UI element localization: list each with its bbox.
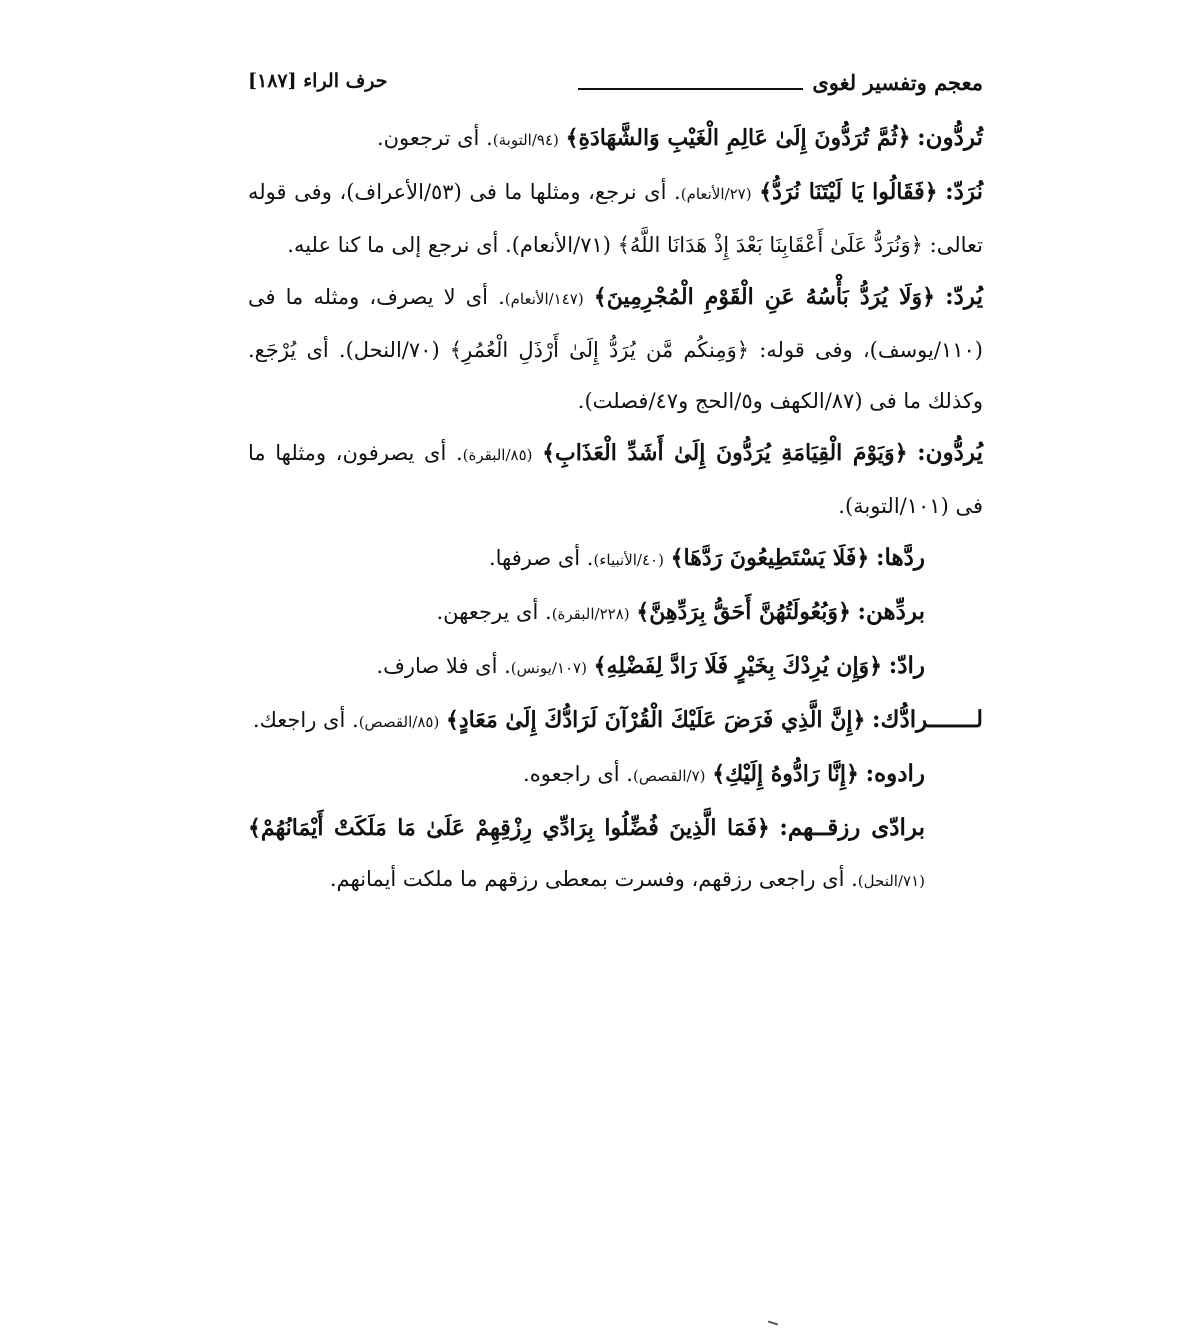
entry-headword: نُرَدّ: — [945, 178, 983, 205]
entry-headword: تُردُّون: — [917, 124, 983, 151]
header-rule — [578, 88, 803, 90]
entry-reference: (٨٥/القصص) — [358, 713, 440, 731]
section-page-number: حرف الراء [١٨٧] — [248, 70, 388, 92]
entry — [248, 532, 983, 586]
entry-reference: (٩٤/التوبة) — [492, 131, 559, 149]
entry-text: . أى لا يصرف، ومثله ما فى (١١٠/يوسف)، وفى قوله: ﴿وَمِنكُم مَّن يُرَدُّ إِلَىٰ أَرْذَلِ الْعُمُرِ﴾ (٧٠/النحل). أى يُرْجَع. وكذلك ما فى (٨٧/الكهف و٥/الحج و٤٧/فصلت). — [248, 285, 983, 413]
entry-reference: (٧/القصص) — [632, 767, 706, 785]
book-title: معجم وتفسير لغوى — [812, 70, 983, 95]
entry-reference: (٢٢٨/البقرة) — [551, 605, 630, 623]
entry-quote: ﴿وَيَوْمَ الْقِيَامَةِ يُرَدُّونَ إِلَىٰ أَشَدِّ الْعَذَابِ﴾ — [542, 440, 908, 466]
entry-reference: (١٤٧/الأنعام) — [504, 290, 584, 308]
entry-text: . أى راجعى رزقهم، وفسرت بمعطى رزقهم ما ملكت أيمانهم. — [329, 867, 858, 891]
entry-text: . أى نرجع، ومثلها ما فى (٥٣/الأعراف)، وفى قوله تعالى: ﴿وَنُرَدُّ عَلَىٰ أَعْقَابِنَا بَعْدَ إِذْ هَدَانَا اللَّهُ﴾ (٧١/الأنعام). أى نرجع إلى ما كنا عليه. — [248, 180, 983, 257]
entry-quote: ﴿فَقَالُوا يَا لَيْتَنَا نُرَدُّ﴾ — [759, 179, 938, 205]
entry-text: . أى راجعك. — [252, 708, 359, 732]
entry — [248, 112, 983, 166]
entry-quote: ﴿وَبُعُولَتُهُنَّ أَحَقُّ بِرَدِّهِنَّ﴾ — [636, 599, 851, 625]
entry — [248, 427, 983, 532]
entry — [248, 640, 983, 694]
entry-text: . أى ترجعون. — [376, 126, 493, 150]
entry-headword: يُردّ: — [945, 283, 983, 310]
entry-quote: ﴿فَلَا يَسْتَطِيعُونَ رَدَّهَا﴾ — [670, 545, 870, 571]
entry-reference: (٧١/النحل) — [857, 872, 925, 890]
entry-text: . أى صرفها. — [488, 546, 594, 570]
entry — [248, 271, 983, 427]
entry-headword: ردَّها: — [876, 544, 925, 571]
entry-quote: ﴿ثُمَّ تُرَدُّونَ إِلَىٰ عَالِمِ الْغَيْبِ وَالشَّهَادَةِ﴾ — [565, 125, 911, 151]
running-header — [248, 70, 983, 110]
entries — [248, 112, 983, 907]
page — [248, 70, 983, 907]
entry-quote: ﴿وَلَا يُرَدُّ بَأْسُهُ عَنِ الْقَوْمِ الْمُجْرِمِينَ﴾ — [593, 284, 936, 310]
entry-quote: ﴿إِنَّ الَّذِي فَرَضَ عَلَيْكَ الْقُرْآنَ لَرَادُّكَ إِلَىٰ مَعَادٍ﴾ — [445, 707, 866, 733]
entry-reference: (٨٥/البقرة) — [462, 446, 533, 464]
entry-text: . أى راجعوه. — [523, 762, 633, 786]
entry-headword: رادّ: — [888, 652, 925, 679]
entry-headword: يُردُّون: — [917, 439, 983, 466]
entry-text: . أى فلا صارف. — [376, 654, 511, 678]
entry-text: . أى يرجعهن. — [436, 600, 552, 624]
entry-headword: برادّى رزقــهم: — [779, 814, 925, 841]
entry-quote: ﴿فَمَا الَّذِينَ فُضِّلُوا بِرَادِّي رِزْقِهِمْ عَلَىٰ مَا مَلَكَتْ أَيْمَانُهُمْ﴾ — [248, 815, 770, 841]
entry-text: . أى يصرفون، ومثلها ما فى (١٠١/التوبة). — [248, 441, 983, 518]
entry-reference: (٢٧/الأنعام) — [680, 185, 752, 203]
scan-mark — [768, 1321, 778, 1326]
entry-headword: لـــــــرادُّك: — [872, 706, 983, 733]
entry-quote: ﴿إِنَّا رَادُّوهُ إِلَيْكِ﴾ — [712, 761, 859, 787]
entry-quote: ﴿وَإِن يُرِدْكَ بِخَيْرٍ فَلَا رَادَّ لِفَضْلِهِ﴾ — [593, 653, 883, 679]
entry-headword: بردِّهن: — [857, 598, 925, 625]
entry — [248, 748, 983, 802]
entry — [248, 586, 983, 640]
entry-reference: (٤٠/الأنبياء) — [593, 551, 664, 569]
entry — [248, 166, 983, 271]
entry-headword: رادوه: — [865, 760, 925, 787]
entry — [248, 694, 983, 748]
entry-reference: (١٠٧/يونس) — [510, 659, 587, 677]
entry — [248, 802, 983, 907]
